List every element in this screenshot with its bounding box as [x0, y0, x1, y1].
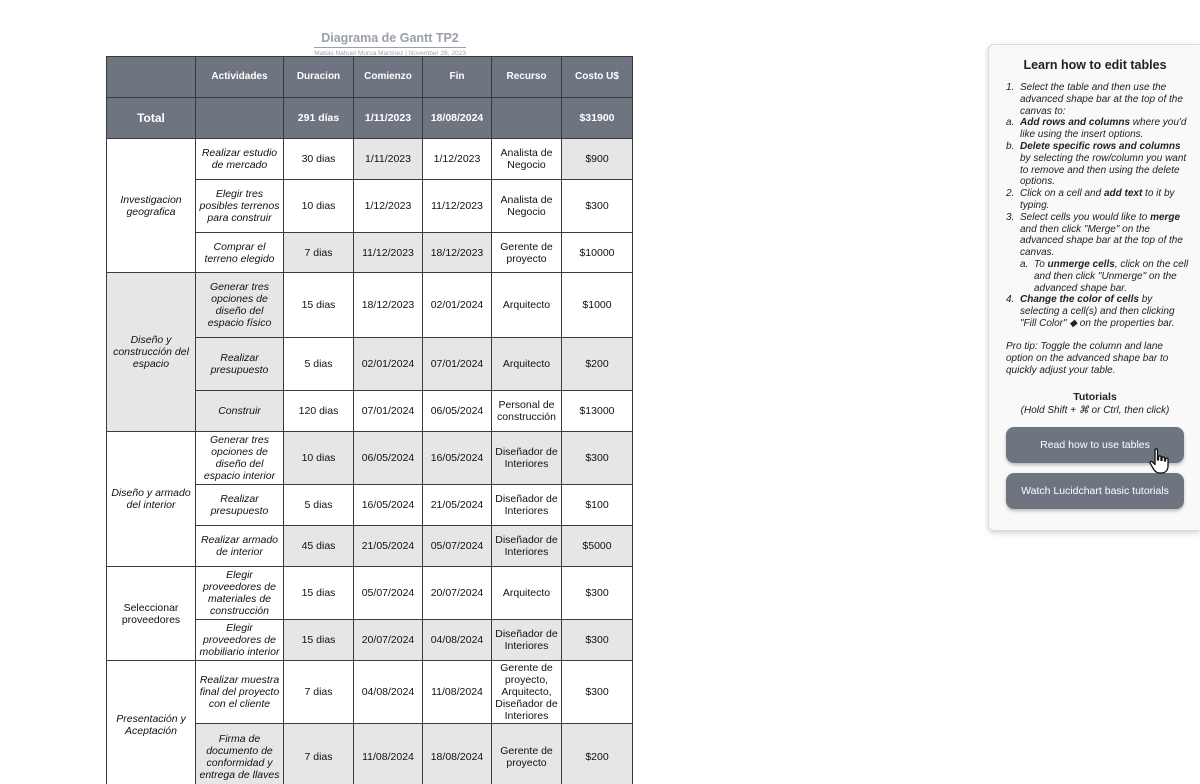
phase-cell[interactable]: Seleccionar proveedores: [107, 567, 196, 661]
duration-cell[interactable]: 15 dias: [284, 620, 354, 661]
duration-cell[interactable]: 45 dias: [284, 526, 354, 567]
total-fin[interactable]: 18/08/2024: [423, 98, 492, 139]
header-costo[interactable]: Costo U$: [562, 57, 633, 98]
resource-cell[interactable]: Gerente de proyecto, Arquitecto, Diseñador de Interiores: [492, 661, 562, 724]
start-cell[interactable]: 07/01/2024: [354, 391, 423, 432]
step-4-text: [1020, 294, 1192, 329]
activity-cell[interactable]: Firma de documento de conformidad y entrega de llaves: [196, 724, 284, 784]
step-3-pre: Select cells you would like to: [1020, 211, 1151, 223]
end-cell[interactable]: 05/07/2024: [423, 526, 492, 567]
total-comienzo[interactable]: 1/11/2023: [354, 98, 423, 139]
total-row: [107, 98, 633, 139]
header-actividades[interactable]: Actividades: [196, 57, 284, 98]
step-2-bold: add text: [1103, 188, 1143, 200]
step-1b-bold: Delete specific rows and columns: [1020, 140, 1181, 152]
duration-cell[interactable]: 15 dias: [284, 567, 354, 620]
end-cell[interactable]: 11/08/2024: [423, 661, 492, 724]
activity-cell[interactable]: Elegir proveedores de mobiliario interior: [196, 620, 284, 661]
cost-cell[interactable]: $100: [562, 485, 633, 526]
document-title[interactable]: Diagrama de Gantt TP2: [321, 31, 459, 45]
duration-cell[interactable]: 5 dias: [284, 485, 354, 526]
activity-cell[interactable]: Construir: [196, 391, 284, 432]
resource-cell[interactable]: Arquitecto: [492, 567, 562, 620]
step-2-pre: Click on a cell and: [1020, 188, 1104, 200]
activity-cell[interactable]: Realizar estudio de mercado: [196, 139, 284, 180]
total-duracion[interactable]: 291 días: [284, 98, 354, 139]
step-letter: b.: [1006, 140, 1015, 152]
activity-cell[interactable]: Comprar el terreno elegido: [196, 233, 284, 273]
cost-cell[interactable]: $200: [562, 724, 633, 784]
cost-cell[interactable]: $300: [562, 620, 633, 661]
resource-cell[interactable]: Diseñador de Interiores: [492, 485, 562, 526]
end-cell[interactable]: 18/08/2024: [423, 724, 492, 784]
activity-cell[interactable]: Realizar presupuesto: [196, 338, 284, 391]
resource-cell[interactable]: Analista de Negocio: [492, 180, 562, 233]
step-3a: [1006, 259, 1192, 294]
step-1: [1006, 82, 1192, 117]
duration-cell[interactable]: 7 dias: [284, 724, 354, 784]
watch-tutorials-button[interactable]: Watch Lucidchart basic tutorials: [1006, 473, 1184, 509]
header-phase-cell[interactable]: [107, 57, 196, 98]
resource-cell[interactable]: Arquitecto: [492, 338, 562, 391]
resource-cell[interactable]: Analista de Negocio: [492, 139, 562, 180]
end-cell[interactable]: 1/12/2023: [423, 139, 492, 180]
header-comienzo[interactable]: Comienzo: [354, 57, 423, 98]
activity-cell[interactable]: Generar tres opciones de diseño del espacio interior: [196, 432, 284, 485]
start-cell[interactable]: 18/12/2023: [354, 273, 423, 338]
phase-cell[interactable]: Investigacion geografica: [107, 139, 196, 273]
step-2-rest: to it by typing.: [1020, 188, 1175, 211]
duration-cell[interactable]: 10 dias: [284, 432, 354, 485]
total-recurso-empty[interactable]: [492, 98, 562, 139]
table-row: [107, 567, 633, 620]
step-3-rest: and then click "Merge" on the advanced shape bar at the top of the canvas.: [1020, 223, 1183, 259]
table-row: [107, 139, 633, 180]
title-underline: [314, 47, 466, 48]
hand-pointer-icon: [1146, 446, 1176, 476]
step-4-bold: Change the color of cells: [1020, 294, 1139, 306]
end-cell[interactable]: 16/05/2024: [423, 432, 492, 485]
total-costo[interactable]: $31900: [562, 98, 633, 139]
gantt-table[interactable]: [106, 56, 633, 784]
cost-cell[interactable]: $300: [562, 432, 633, 485]
cost-cell[interactable]: $300: [562, 661, 633, 724]
step-1a: [1006, 117, 1192, 141]
cost-cell[interactable]: $1000: [562, 273, 633, 338]
end-cell[interactable]: 20/07/2024: [423, 567, 492, 620]
cost-cell[interactable]: $13000: [562, 391, 633, 432]
cost-cell[interactable]: $900: [562, 139, 633, 180]
table-row: [107, 432, 633, 485]
start-cell[interactable]: 05/07/2024: [354, 567, 423, 620]
step-letter: a.: [1020, 258, 1029, 270]
step-1b-text: [1020, 141, 1192, 188]
activity-cell[interactable]: Realizar presupuesto: [196, 485, 284, 526]
phase-cell[interactable]: Diseño y armado del interior: [107, 432, 196, 567]
step-1-text: Select the table and then use the advanced shape bar at the top of the canvas to:: [1020, 82, 1183, 117]
end-cell[interactable]: 18/12/2023: [423, 233, 492, 273]
panel-title: Learn how to edit tables: [1023, 58, 1167, 72]
table-row: [107, 273, 633, 338]
total-empty-cell[interactable]: [196, 98, 284, 139]
end-cell[interactable]: 07/01/2024: [423, 338, 492, 391]
cost-cell[interactable]: $300: [562, 567, 633, 620]
step-3a-rest: , click on the cell and then click "Unmerge" on the advanced shape bar.: [1034, 258, 1189, 294]
start-cell[interactable]: 11/12/2023: [354, 233, 423, 273]
step-1b-rest: by selecting the row/column you want to remove and then using the delete options.: [1020, 152, 1187, 188]
end-cell[interactable]: 06/05/2024: [423, 391, 492, 432]
step-3-bold: merge: [1150, 211, 1181, 223]
resource-cell[interactable]: Gerente de proyecto: [492, 724, 562, 784]
step-number: 4.: [1006, 294, 1015, 306]
duration-cell[interactable]: 5 dias: [284, 338, 354, 391]
resource-cell[interactable]: Arquitecto: [492, 273, 562, 338]
duration-cell[interactable]: 7 dias: [284, 233, 354, 273]
start-cell[interactable]: 02/01/2024: [354, 338, 423, 391]
step-1a-text: [1020, 117, 1192, 141]
header-duracion[interactable]: Duracion: [284, 57, 354, 98]
cost-cell[interactable]: $10000: [562, 233, 633, 273]
step-4-rest: by selecting a cell(s) and then clicking "Fill Color" ◆ on the properties bar.: [1020, 294, 1175, 329]
start-cell[interactable]: 06/05/2024: [354, 432, 423, 485]
header-fin[interactable]: Fin: [423, 57, 492, 98]
activity-cell[interactable]: Elegir tres posibles terrenos para construir: [196, 180, 284, 233]
duration-cell[interactable]: 30 dias: [284, 139, 354, 180]
activity-cell[interactable]: Generar tres opciones de diseño del espacio físico: [196, 273, 284, 338]
step-3: [1006, 212, 1192, 259]
header-row: [107, 57, 633, 98]
phase-cell[interactable]: Presentación y Aceptación: [107, 661, 196, 784]
activity-cell[interactable]: Realizar armado de interior: [196, 526, 284, 567]
step-number: 2.: [1006, 188, 1015, 200]
table-row: [107, 661, 633, 724]
resource-cell[interactable]: Diseñador de Interiores: [492, 526, 562, 567]
start-cell[interactable]: 04/08/2024: [354, 661, 423, 724]
cost-cell[interactable]: $5000: [562, 526, 633, 567]
start-cell[interactable]: 16/05/2024: [354, 485, 423, 526]
header-recurso[interactable]: Recurso: [492, 57, 562, 98]
activity-cell[interactable]: Realizar muestra final del proyecto con el cliente: [196, 661, 284, 724]
start-cell[interactable]: 1/11/2023: [354, 139, 423, 180]
step-letter: a.: [1006, 117, 1015, 129]
step-1b: [1006, 141, 1192, 188]
document-subtitle: Matías Nahuel Murua Martínez | November 26, 2023: [314, 50, 466, 57]
tutorials-hint: (Hold Shift + ⌘ or Ctrl, then click): [1020, 405, 1170, 416]
end-cell[interactable]: 21/05/2024: [423, 485, 492, 526]
resource-cell[interactable]: Personal de construcción: [492, 391, 562, 432]
duration-cell[interactable]: 7 dias: [284, 661, 354, 724]
step-3a-pre: To: [1034, 258, 1048, 270]
start-cell[interactable]: 21/05/2024: [354, 526, 423, 567]
resource-cell[interactable]: Diseñador de Interiores: [492, 620, 562, 661]
activity-cell[interactable]: Elegir proveedores de materiales de construcción: [196, 567, 284, 620]
duration-cell[interactable]: 10 dias: [284, 180, 354, 233]
step-3a-text: [1034, 259, 1192, 294]
pro-tip: Pro tip: Toggle the column and lane option on the advanced shape bar to quickly adjust your table.: [1006, 341, 1169, 376]
step-1a-rest: where you'd like using the insert options.: [1020, 117, 1187, 141]
tutorials-title: Tutorials: [1073, 391, 1117, 403]
step-2-text: [1020, 188, 1192, 212]
step-4: [1006, 294, 1192, 329]
start-cell[interactable]: 11/08/2024: [354, 724, 423, 784]
read-tables-button[interactable]: Read how to use tables: [1006, 427, 1184, 463]
total-label[interactable]: Total: [107, 98, 196, 139]
end-cell[interactable]: 02/01/2024: [423, 273, 492, 338]
step-number: 1.: [1006, 82, 1015, 93]
step-2: [1006, 188, 1192, 212]
cost-cell[interactable]: $300: [562, 180, 633, 233]
step-1a-bold: Add rows and columns: [1020, 117, 1131, 129]
step-3-text: [1020, 212, 1192, 259]
step-3a-bold: unmerge cells: [1047, 258, 1115, 270]
resource-cell[interactable]: Diseñador de Interiores: [492, 432, 562, 485]
step-number: 3.: [1006, 211, 1015, 223]
end-cell[interactable]: 04/08/2024: [423, 620, 492, 661]
start-cell[interactable]: 20/07/2024: [354, 620, 423, 661]
duration-cell[interactable]: 15 dias: [284, 273, 354, 338]
instruction-list: [1006, 82, 1192, 330]
duration-cell[interactable]: 120 dias: [284, 391, 354, 432]
resource-cell[interactable]: Gerente de proyecto: [492, 233, 562, 273]
end-cell[interactable]: 11/12/2023: [423, 180, 492, 233]
start-cell[interactable]: 1/12/2023: [354, 180, 423, 233]
cost-cell[interactable]: $200: [562, 338, 633, 391]
phase-cell[interactable]: Diseño y construcción del espacio: [107, 273, 196, 432]
